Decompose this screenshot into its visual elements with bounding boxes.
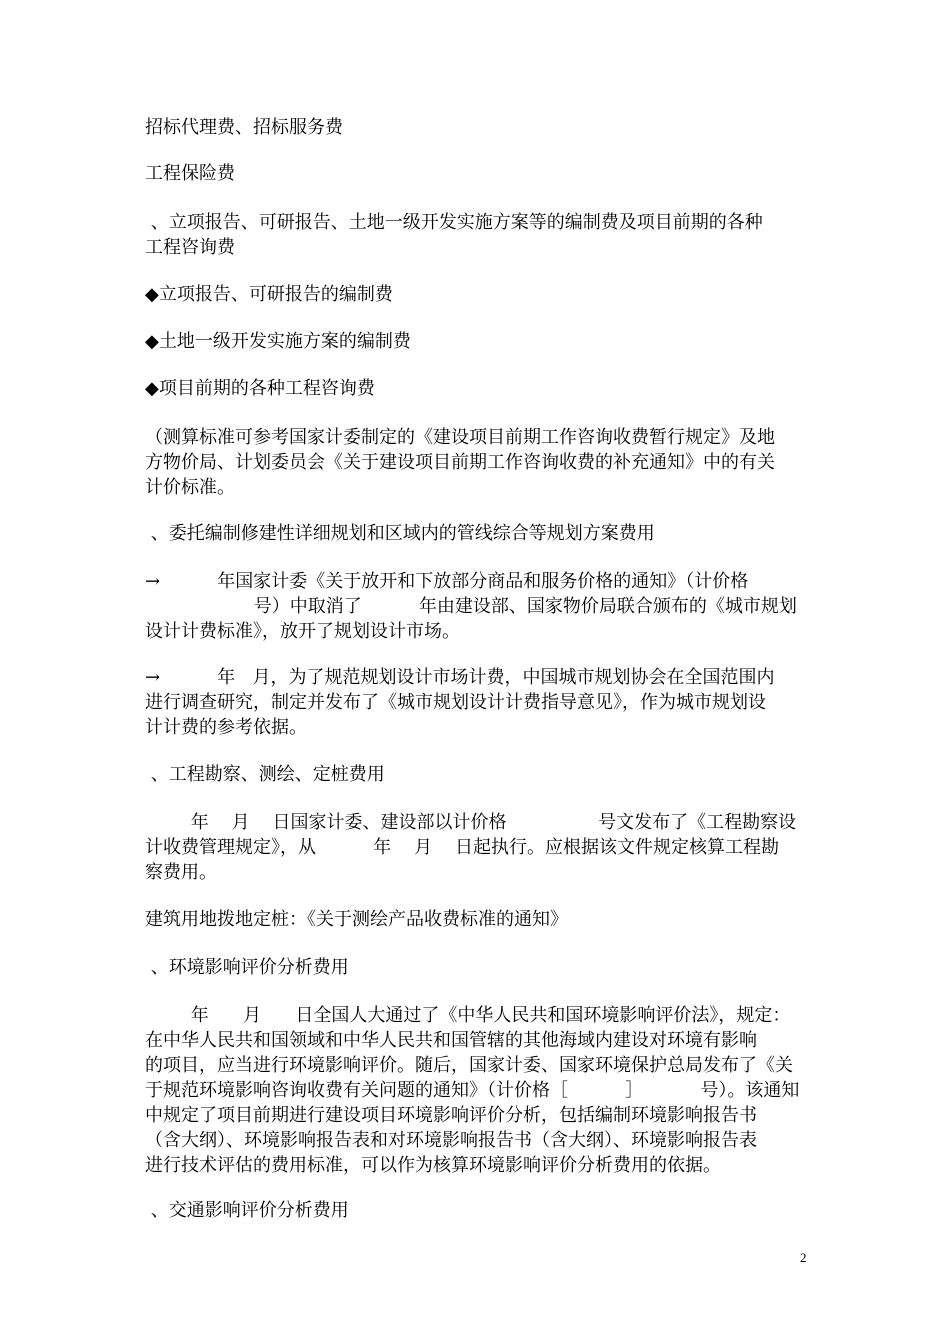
paragraph-price-notice: → 年国家计委《关于放开和下放部分商品和服务价格的通知》（计价格 号）中取消了 年由建设部、国家物价局联合颁布的《城市规划 设计计费标准》，放开了规划设计市场。	[145, 571, 797, 642]
paragraph-bullet-land-plan-fee: ◆土地一级开发实施方案的编制费	[145, 331, 411, 352]
page-number: 2	[800, 1250, 807, 1265]
paragraph-survey-regulation: 年 月 日国家计委、建设部以计价格 号文发布了《工程勘察设 计收费管理规定》，从 年 月 日起执行。应根据该文件规定核算工程勘 察费用。	[145, 812, 797, 883]
paragraph-survey-heading: 、工程勘察、测绘、定桩费用	[145, 764, 385, 785]
paragraph-planning-fee-heading: 、委托编制修建性详细规划和区域内的管线综合等规划方案费用	[145, 523, 655, 544]
paragraph-calculation-standard: （测算标准可参考国家计委制定的《建设项目前期工作咨询收费暂行规定》及地 方物价局、计划委员会《关于建设项目前期工作咨询收费的补充通知》中的有关 计价标准。	[145, 427, 775, 498]
paragraph-bullet-consulting-fee: ◆项目前期的各种工程咨询费	[145, 378, 375, 399]
paragraph-environment-law: 年 月 日全国人大通过了《中华人民共和国环境影响评价法》，规定： 在中华人民共和国领域和中华人民共和国管辖的其他海域内建设对环境有影响 的项目，应当进行环境影响评价。随后，国家计委、国家环境保护总局发布了《关 于规范环境影响咨询收费有关问题的通知》（计价格［ ］ 号）。该通知 中规定了项目前期进行建设项目环境影响评价分析，包括编制环境影响报告书 （含大纲）、环境影响报告表和对环境影响报告书（含大纲）、环境影响报告表 进行技术评估的费用标准，可以作为核算环境影响评价分析费用的依据。	[145, 1005, 800, 1176]
paragraph-traffic-heading: 、交通影响评价分析费用	[145, 1200, 349, 1221]
paragraph-insurance-fee: 工程保险费	[145, 163, 235, 184]
paragraph-environment-heading: 、环境影响评价分析费用	[145, 957, 349, 978]
paragraph-project-report-fees: 、立项报告、可研报告、土地一级开发实施方案等的编制费及项目前期的各种 工程咨询费	[145, 212, 763, 258]
paragraph-bullet-report-fee: ◆立项报告、可研报告的编制费	[145, 284, 393, 305]
paragraph-land-staking: 建筑用地拨地定桩：《关于测绘产品收费标准的通知》	[145, 909, 568, 930]
paragraph-bid-agency-fee: 招标代理费、招标服务费	[145, 117, 343, 138]
paragraph-planning-association: → 年 月，为了规范规划设计市场计费，中国城市规划协会在全国范围内 进行调查研究，制定并发布了《城市规划设计计费指导意见》，作为城市规划设 计计费的参考依据。	[145, 667, 775, 738]
